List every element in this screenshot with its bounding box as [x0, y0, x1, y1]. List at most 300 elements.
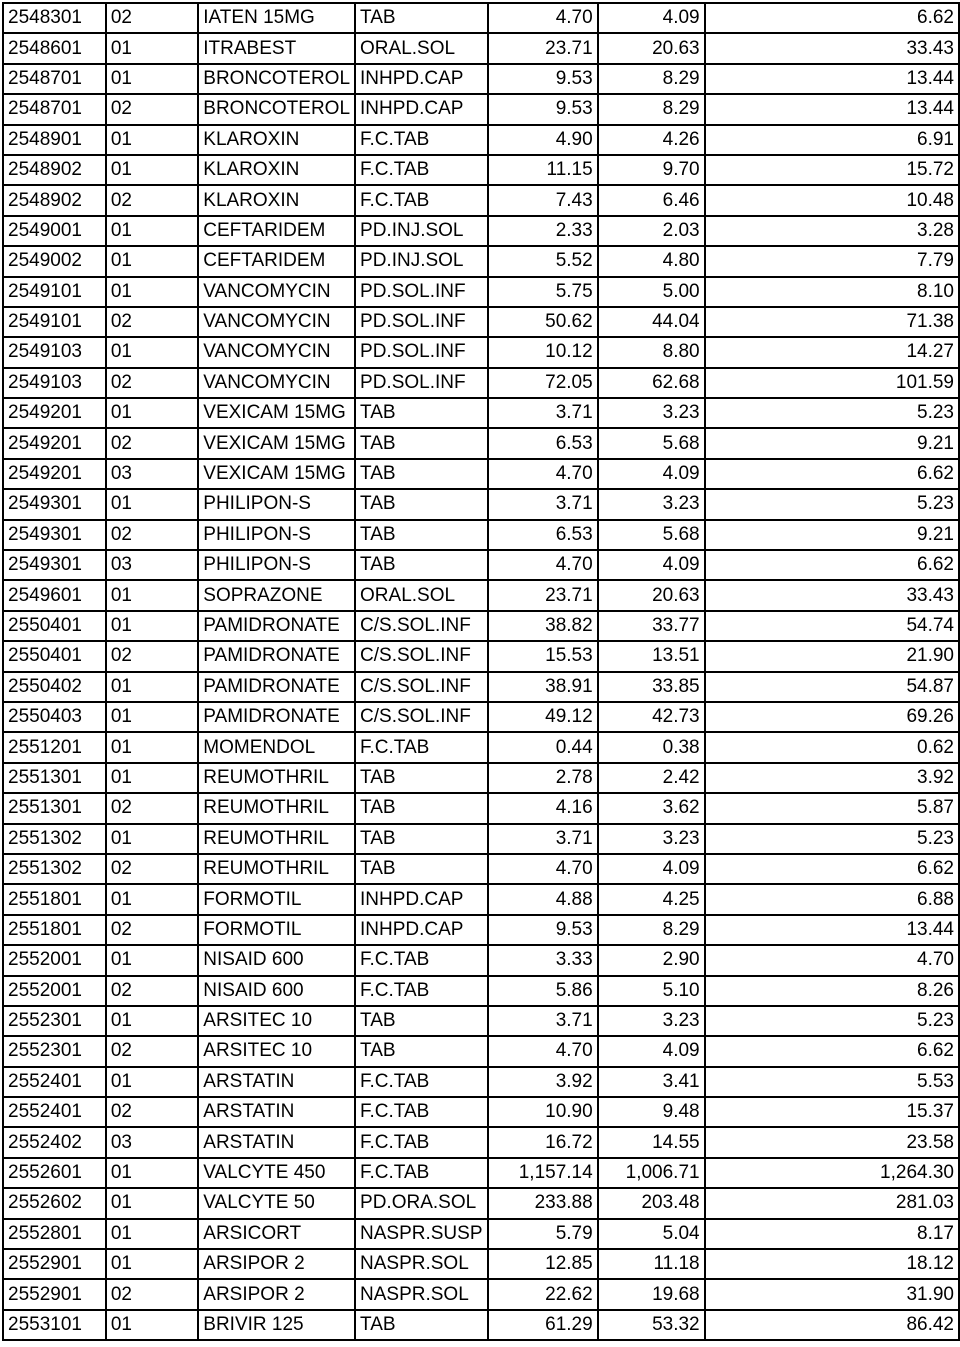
pack-code-cell: 01	[106, 125, 198, 155]
dosage-form-cell: INHPD.CAP	[355, 94, 487, 124]
product-name-cell: KLAROXIN	[198, 185, 355, 215]
table-row	[3, 185, 959, 215]
product-code-cell: 2549201	[3, 398, 106, 428]
dosage-form-cell: F.C.TAB	[355, 185, 487, 215]
price-c-cell: 15.37	[705, 1097, 959, 1127]
price-a-cell: 5.52	[488, 246, 598, 276]
product-name-cell: KLAROXIN	[198, 155, 355, 185]
price-c-cell: 8.26	[705, 976, 959, 1006]
product-name-cell: REUMOTHRIL	[198, 793, 355, 823]
table-row	[3, 520, 959, 550]
price-b-cell: 3.41	[598, 1067, 705, 1097]
price-c-cell: 3.92	[705, 763, 959, 793]
dosage-form-cell: TAB	[355, 550, 487, 580]
price-b-cell: 5.68	[598, 428, 705, 458]
product-code-cell: 2552301	[3, 1036, 106, 1066]
pack-code-cell: 02	[106, 1097, 198, 1127]
pack-code-cell: 01	[106, 672, 198, 702]
dosage-form-cell: TAB	[355, 1310, 487, 1340]
price-b-cell: 5.10	[598, 976, 705, 1006]
price-c-cell: 7.79	[705, 246, 959, 276]
product-code-cell: 2548902	[3, 155, 106, 185]
price-a-cell: 4.70	[488, 459, 598, 489]
price-a-cell: 233.88	[488, 1188, 598, 1218]
pack-code-cell: 01	[106, 1249, 198, 1279]
dosage-form-cell: PD.SOL.INF	[355, 368, 487, 398]
product-name-cell: PHILIPON-S	[198, 550, 355, 580]
price-a-cell: 5.79	[488, 1219, 598, 1249]
price-c-cell: 101.59	[705, 368, 959, 398]
product-name-cell: VANCOMYCIN	[198, 277, 355, 307]
dosage-form-cell: C/S.SOL.INF	[355, 702, 487, 732]
pack-code-cell: 01	[106, 277, 198, 307]
price-c-cell: 13.44	[705, 64, 959, 94]
table-row	[3, 611, 959, 641]
price-c-cell: 5.23	[705, 1006, 959, 1036]
dosage-form-cell: ORAL.SOL	[355, 33, 487, 63]
table-row	[3, 459, 959, 489]
pack-code-cell: 02	[106, 428, 198, 458]
price-a-cell: 72.05	[488, 368, 598, 398]
dosage-form-cell: PD.ORA.SOL	[355, 1188, 487, 1218]
dosage-form-cell: F.C.TAB	[355, 125, 487, 155]
product-name-cell: VALCYTE 50	[198, 1188, 355, 1218]
pack-code-cell: 02	[106, 976, 198, 1006]
dosage-form-cell: NASPR.SOL	[355, 1249, 487, 1279]
pack-code-cell: 02	[106, 915, 198, 945]
price-c-cell: 21.90	[705, 641, 959, 671]
product-name-cell: ITRABEST	[198, 33, 355, 63]
dosage-form-cell: F.C.TAB	[355, 1158, 487, 1188]
product-code-cell: 2549101	[3, 307, 106, 337]
price-a-cell: 15.53	[488, 641, 598, 671]
dosage-form-cell: PD.INJ.SOL	[355, 246, 487, 276]
product-code-cell: 2551801	[3, 915, 106, 945]
product-code-cell: 2549002	[3, 246, 106, 276]
table-row	[3, 854, 959, 884]
price-a-cell: 9.53	[488, 94, 598, 124]
product-name-cell: PAMIDRONATE	[198, 702, 355, 732]
price-b-cell: 9.48	[598, 1097, 705, 1127]
product-name-cell: PAMIDRONATE	[198, 611, 355, 641]
product-name-cell: REUMOTHRIL	[198, 854, 355, 884]
product-code-cell: 2549601	[3, 580, 106, 610]
price-b-cell: 11.18	[598, 1249, 705, 1279]
product-code-cell: 2551801	[3, 884, 106, 914]
dosage-form-cell: F.C.TAB	[355, 1097, 487, 1127]
table-row	[3, 33, 959, 63]
price-b-cell: 3.62	[598, 793, 705, 823]
dosage-form-cell: PD.SOL.INF	[355, 307, 487, 337]
table-body	[3, 3, 959, 1340]
product-code-cell: 2552601	[3, 1158, 106, 1188]
product-code-cell: 2549103	[3, 337, 106, 367]
price-a-cell: 16.72	[488, 1127, 598, 1157]
pack-code-cell: 03	[106, 550, 198, 580]
table-row	[3, 3, 959, 33]
dosage-form-cell: F.C.TAB	[355, 155, 487, 185]
table-row	[3, 337, 959, 367]
price-a-cell: 22.62	[488, 1279, 598, 1309]
product-name-cell: PHILIPON-S	[198, 489, 355, 519]
price-b-cell: 4.25	[598, 884, 705, 914]
price-b-cell: 33.85	[598, 672, 705, 702]
product-name-cell: MOMENDOL	[198, 732, 355, 762]
price-c-cell: 6.62	[705, 3, 959, 33]
price-a-cell: 4.16	[488, 793, 598, 823]
table-row	[3, 216, 959, 246]
price-a-cell: 38.91	[488, 672, 598, 702]
pack-code-cell: 02	[106, 793, 198, 823]
price-b-cell: 3.23	[598, 1006, 705, 1036]
price-b-cell: 0.38	[598, 732, 705, 762]
price-a-cell: 49.12	[488, 702, 598, 732]
price-a-cell: 12.85	[488, 1249, 598, 1279]
price-c-cell: 54.74	[705, 611, 959, 641]
price-a-cell: 23.71	[488, 580, 598, 610]
price-c-cell: 5.23	[705, 398, 959, 428]
product-code-cell: 2549001	[3, 216, 106, 246]
product-code-cell: 2550401	[3, 641, 106, 671]
price-a-cell: 38.82	[488, 611, 598, 641]
table-row	[3, 1310, 959, 1340]
product-name-cell: VANCOMYCIN	[198, 337, 355, 367]
price-a-cell: 4.70	[488, 550, 598, 580]
price-a-cell: 3.71	[488, 1006, 598, 1036]
table-row	[3, 368, 959, 398]
product-code-cell: 2552001	[3, 945, 106, 975]
price-c-cell: 6.62	[705, 854, 959, 884]
table-row	[3, 1279, 959, 1309]
pack-code-cell: 01	[106, 945, 198, 975]
product-code-cell: 2549301	[3, 520, 106, 550]
dosage-form-cell: F.C.TAB	[355, 976, 487, 1006]
pack-code-cell: 02	[106, 1279, 198, 1309]
product-name-cell: PAMIDRONATE	[198, 641, 355, 671]
pack-code-cell: 01	[106, 824, 198, 854]
product-name-cell: PAMIDRONATE	[198, 672, 355, 702]
price-a-cell: 4.70	[488, 854, 598, 884]
price-a-cell: 61.29	[488, 1310, 598, 1340]
price-table	[2, 2, 960, 1341]
dosage-form-cell: INHPD.CAP	[355, 884, 487, 914]
price-b-cell: 5.04	[598, 1219, 705, 1249]
pack-code-cell: 01	[106, 1006, 198, 1036]
price-c-cell: 18.12	[705, 1249, 959, 1279]
product-code-cell: 2549301	[3, 550, 106, 580]
price-a-cell: 2.78	[488, 763, 598, 793]
table-row	[3, 246, 959, 276]
product-code-cell: 2549301	[3, 489, 106, 519]
price-c-cell: 71.38	[705, 307, 959, 337]
pack-code-cell: 01	[106, 398, 198, 428]
table-row	[3, 64, 959, 94]
price-b-cell: 2.03	[598, 216, 705, 246]
table-row	[3, 915, 959, 945]
pack-code-cell: 02	[106, 520, 198, 550]
dosage-form-cell: F.C.TAB	[355, 1127, 487, 1157]
price-b-cell: 5.00	[598, 277, 705, 307]
dosage-form-cell: F.C.TAB	[355, 732, 487, 762]
dosage-form-cell: TAB	[355, 459, 487, 489]
dosage-form-cell: PD.SOL.INF	[355, 277, 487, 307]
pack-code-cell: 03	[106, 459, 198, 489]
price-a-cell: 9.53	[488, 915, 598, 945]
pack-code-cell: 02	[106, 368, 198, 398]
product-name-cell: NISAID 600	[198, 976, 355, 1006]
price-c-cell: 9.21	[705, 520, 959, 550]
pack-code-cell: 01	[106, 884, 198, 914]
product-name-cell: KLAROXIN	[198, 125, 355, 155]
pack-code-cell: 01	[106, 1219, 198, 1249]
price-b-cell: 14.55	[598, 1127, 705, 1157]
pack-code-cell: 01	[106, 702, 198, 732]
product-name-cell: VEXICAM 15MG	[198, 398, 355, 428]
price-b-cell: 2.90	[598, 945, 705, 975]
price-a-cell: 10.12	[488, 337, 598, 367]
price-a-cell: 5.75	[488, 277, 598, 307]
price-c-cell: 281.03	[705, 1188, 959, 1218]
pack-code-cell: 02	[106, 185, 198, 215]
product-name-cell: ARSTATIN	[198, 1067, 355, 1097]
price-b-cell: 8.29	[598, 94, 705, 124]
product-code-cell: 2552602	[3, 1188, 106, 1218]
price-b-cell: 3.23	[598, 398, 705, 428]
price-c-cell: 6.88	[705, 884, 959, 914]
table-row	[3, 1249, 959, 1279]
price-c-cell: 33.43	[705, 33, 959, 63]
price-c-cell: 15.72	[705, 155, 959, 185]
price-c-cell: 5.87	[705, 793, 959, 823]
product-name-cell: REUMOTHRIL	[198, 763, 355, 793]
dosage-form-cell: TAB	[355, 428, 487, 458]
table-row	[3, 1219, 959, 1249]
price-b-cell: 19.68	[598, 1279, 705, 1309]
product-code-cell: 2552301	[3, 1006, 106, 1036]
table-row	[3, 1188, 959, 1218]
table-row	[3, 125, 959, 155]
table-row	[3, 1006, 959, 1036]
pack-code-cell: 01	[106, 1188, 198, 1218]
product-code-cell: 2549103	[3, 368, 106, 398]
table-row	[3, 428, 959, 458]
product-code-cell: 2550401	[3, 611, 106, 641]
pack-code-cell: 01	[106, 33, 198, 63]
price-b-cell: 4.09	[598, 459, 705, 489]
price-c-cell: 86.42	[705, 1310, 959, 1340]
dosage-form-cell: NASPR.SOL	[355, 1279, 487, 1309]
price-c-cell: 6.62	[705, 550, 959, 580]
dosage-form-cell: PD.SOL.INF	[355, 337, 487, 367]
table-row	[3, 1127, 959, 1157]
price-b-cell: 44.04	[598, 307, 705, 337]
product-name-cell: ARSIPOR 2	[198, 1249, 355, 1279]
pack-code-cell: 02	[106, 1036, 198, 1066]
product-name-cell: FORMOTIL	[198, 915, 355, 945]
dosage-form-cell: TAB	[355, 489, 487, 519]
price-a-cell: 6.53	[488, 428, 598, 458]
price-b-cell: 5.68	[598, 520, 705, 550]
price-b-cell: 6.46	[598, 185, 705, 215]
price-b-cell: 20.63	[598, 580, 705, 610]
pack-code-cell: 02	[106, 307, 198, 337]
product-code-cell: 2548902	[3, 185, 106, 215]
price-c-cell: 69.26	[705, 702, 959, 732]
price-b-cell: 4.09	[598, 1036, 705, 1066]
table-row	[3, 884, 959, 914]
price-b-cell: 4.09	[598, 550, 705, 580]
price-c-cell: 33.43	[705, 580, 959, 610]
dosage-form-cell: TAB	[355, 824, 487, 854]
product-name-cell: ARSTATIN	[198, 1127, 355, 1157]
product-name-cell: NISAID 600	[198, 945, 355, 975]
table-row	[3, 550, 959, 580]
price-a-cell: 4.88	[488, 884, 598, 914]
product-code-cell: 2552801	[3, 1219, 106, 1249]
product-name-cell: BRONCOTEROL	[198, 94, 355, 124]
table-row	[3, 1036, 959, 1066]
dosage-form-cell: TAB	[355, 793, 487, 823]
dosage-form-cell: INHPD.CAP	[355, 915, 487, 945]
pack-code-cell: 02	[106, 3, 198, 33]
product-name-cell: ARSIPOR 2	[198, 1279, 355, 1309]
pack-code-cell: 01	[106, 489, 198, 519]
product-code-cell: 2551302	[3, 854, 106, 884]
product-code-cell: 2552901	[3, 1279, 106, 1309]
product-name-cell: BRIVIR 125	[198, 1310, 355, 1340]
table-row	[3, 702, 959, 732]
price-c-cell: 5.23	[705, 824, 959, 854]
dosage-form-cell: C/S.SOL.INF	[355, 641, 487, 671]
product-name-cell: CEFTARIDEM	[198, 216, 355, 246]
dosage-form-cell: TAB	[355, 3, 487, 33]
price-a-cell: 7.43	[488, 185, 598, 215]
table-row	[3, 824, 959, 854]
price-c-cell: 10.48	[705, 185, 959, 215]
dosage-form-cell: ORAL.SOL	[355, 580, 487, 610]
price-c-cell: 6.62	[705, 1036, 959, 1066]
price-a-cell: 50.62	[488, 307, 598, 337]
price-b-cell: 4.80	[598, 246, 705, 276]
price-b-cell: 2.42	[598, 763, 705, 793]
dosage-form-cell: F.C.TAB	[355, 945, 487, 975]
product-code-cell: 2552401	[3, 1097, 106, 1127]
price-b-cell: 4.26	[598, 125, 705, 155]
price-c-cell: 6.91	[705, 125, 959, 155]
price-a-cell: 9.53	[488, 64, 598, 94]
product-name-cell: VEXICAM 15MG	[198, 428, 355, 458]
product-name-cell: SOPRAZONE	[198, 580, 355, 610]
dosage-form-cell: TAB	[355, 398, 487, 428]
price-a-cell: 4.70	[488, 3, 598, 33]
table-row	[3, 155, 959, 185]
pack-code-cell: 01	[106, 1158, 198, 1188]
price-b-cell: 3.23	[598, 489, 705, 519]
dosage-form-cell: PD.INJ.SOL	[355, 216, 487, 246]
pack-code-cell: 01	[106, 64, 198, 94]
product-code-cell: 2548901	[3, 125, 106, 155]
price-c-cell: 8.10	[705, 277, 959, 307]
dosage-form-cell: TAB	[355, 1036, 487, 1066]
price-c-cell: 4.70	[705, 945, 959, 975]
price-a-cell: 3.33	[488, 945, 598, 975]
product-name-cell: ARSITEC 10	[198, 1006, 355, 1036]
product-code-cell: 2549201	[3, 428, 106, 458]
product-code-cell: 2553101	[3, 1310, 106, 1340]
product-name-cell: VEXICAM 15MG	[198, 459, 355, 489]
product-name-cell: ARSTATIN	[198, 1097, 355, 1127]
price-a-cell: 4.90	[488, 125, 598, 155]
price-b-cell: 62.68	[598, 368, 705, 398]
table-row	[3, 793, 959, 823]
pack-code-cell: 01	[106, 763, 198, 793]
pack-code-cell: 03	[106, 1127, 198, 1157]
price-a-cell: 3.71	[488, 398, 598, 428]
price-a-cell: 3.92	[488, 1067, 598, 1097]
price-c-cell: 8.17	[705, 1219, 959, 1249]
product-name-cell: VANCOMYCIN	[198, 368, 355, 398]
dosage-form-cell: F.C.TAB	[355, 1067, 487, 1097]
pack-code-cell: 01	[106, 1067, 198, 1097]
table-row	[3, 277, 959, 307]
price-b-cell: 4.09	[598, 854, 705, 884]
price-c-cell: 13.44	[705, 94, 959, 124]
price-c-cell: 23.58	[705, 1127, 959, 1157]
product-code-cell: 2550403	[3, 702, 106, 732]
price-c-cell: 13.44	[705, 915, 959, 945]
price-a-cell: 3.71	[488, 824, 598, 854]
price-a-cell: 11.15	[488, 155, 598, 185]
price-a-cell: 4.70	[488, 1036, 598, 1066]
price-c-cell: 54.87	[705, 672, 959, 702]
price-a-cell: 0.44	[488, 732, 598, 762]
price-a-cell: 6.53	[488, 520, 598, 550]
price-a-cell: 1,157.14	[488, 1158, 598, 1188]
product-name-cell: BRONCOTEROL	[198, 64, 355, 94]
product-code-cell: 2548701	[3, 64, 106, 94]
price-b-cell: 8.29	[598, 64, 705, 94]
price-b-cell: 1,006.71	[598, 1158, 705, 1188]
product-name-cell: CEFTARIDEM	[198, 246, 355, 276]
price-b-cell: 53.32	[598, 1310, 705, 1340]
dosage-form-cell: TAB	[355, 763, 487, 793]
table-row	[3, 489, 959, 519]
pack-code-cell: 01	[106, 246, 198, 276]
dosage-form-cell: C/S.SOL.INF	[355, 672, 487, 702]
price-c-cell: 6.62	[705, 459, 959, 489]
table-row	[3, 976, 959, 1006]
price-c-cell: 0.62	[705, 732, 959, 762]
price-b-cell: 203.48	[598, 1188, 705, 1218]
pack-code-cell: 01	[106, 337, 198, 367]
product-name-cell: VANCOMYCIN	[198, 307, 355, 337]
pack-code-cell: 01	[106, 216, 198, 246]
price-a-cell: 23.71	[488, 33, 598, 63]
price-c-cell: 5.53	[705, 1067, 959, 1097]
product-code-cell: 2549101	[3, 277, 106, 307]
pack-code-cell: 01	[106, 580, 198, 610]
pack-code-cell: 02	[106, 854, 198, 884]
product-name-cell: REUMOTHRIL	[198, 824, 355, 854]
table-row	[3, 307, 959, 337]
table-row	[3, 672, 959, 702]
product-code-cell: 2552001	[3, 976, 106, 1006]
price-a-cell: 3.71	[488, 489, 598, 519]
product-code-cell: 2552901	[3, 1249, 106, 1279]
product-code-cell: 2551301	[3, 763, 106, 793]
price-b-cell: 33.77	[598, 611, 705, 641]
product-code-cell: 2549201	[3, 459, 106, 489]
